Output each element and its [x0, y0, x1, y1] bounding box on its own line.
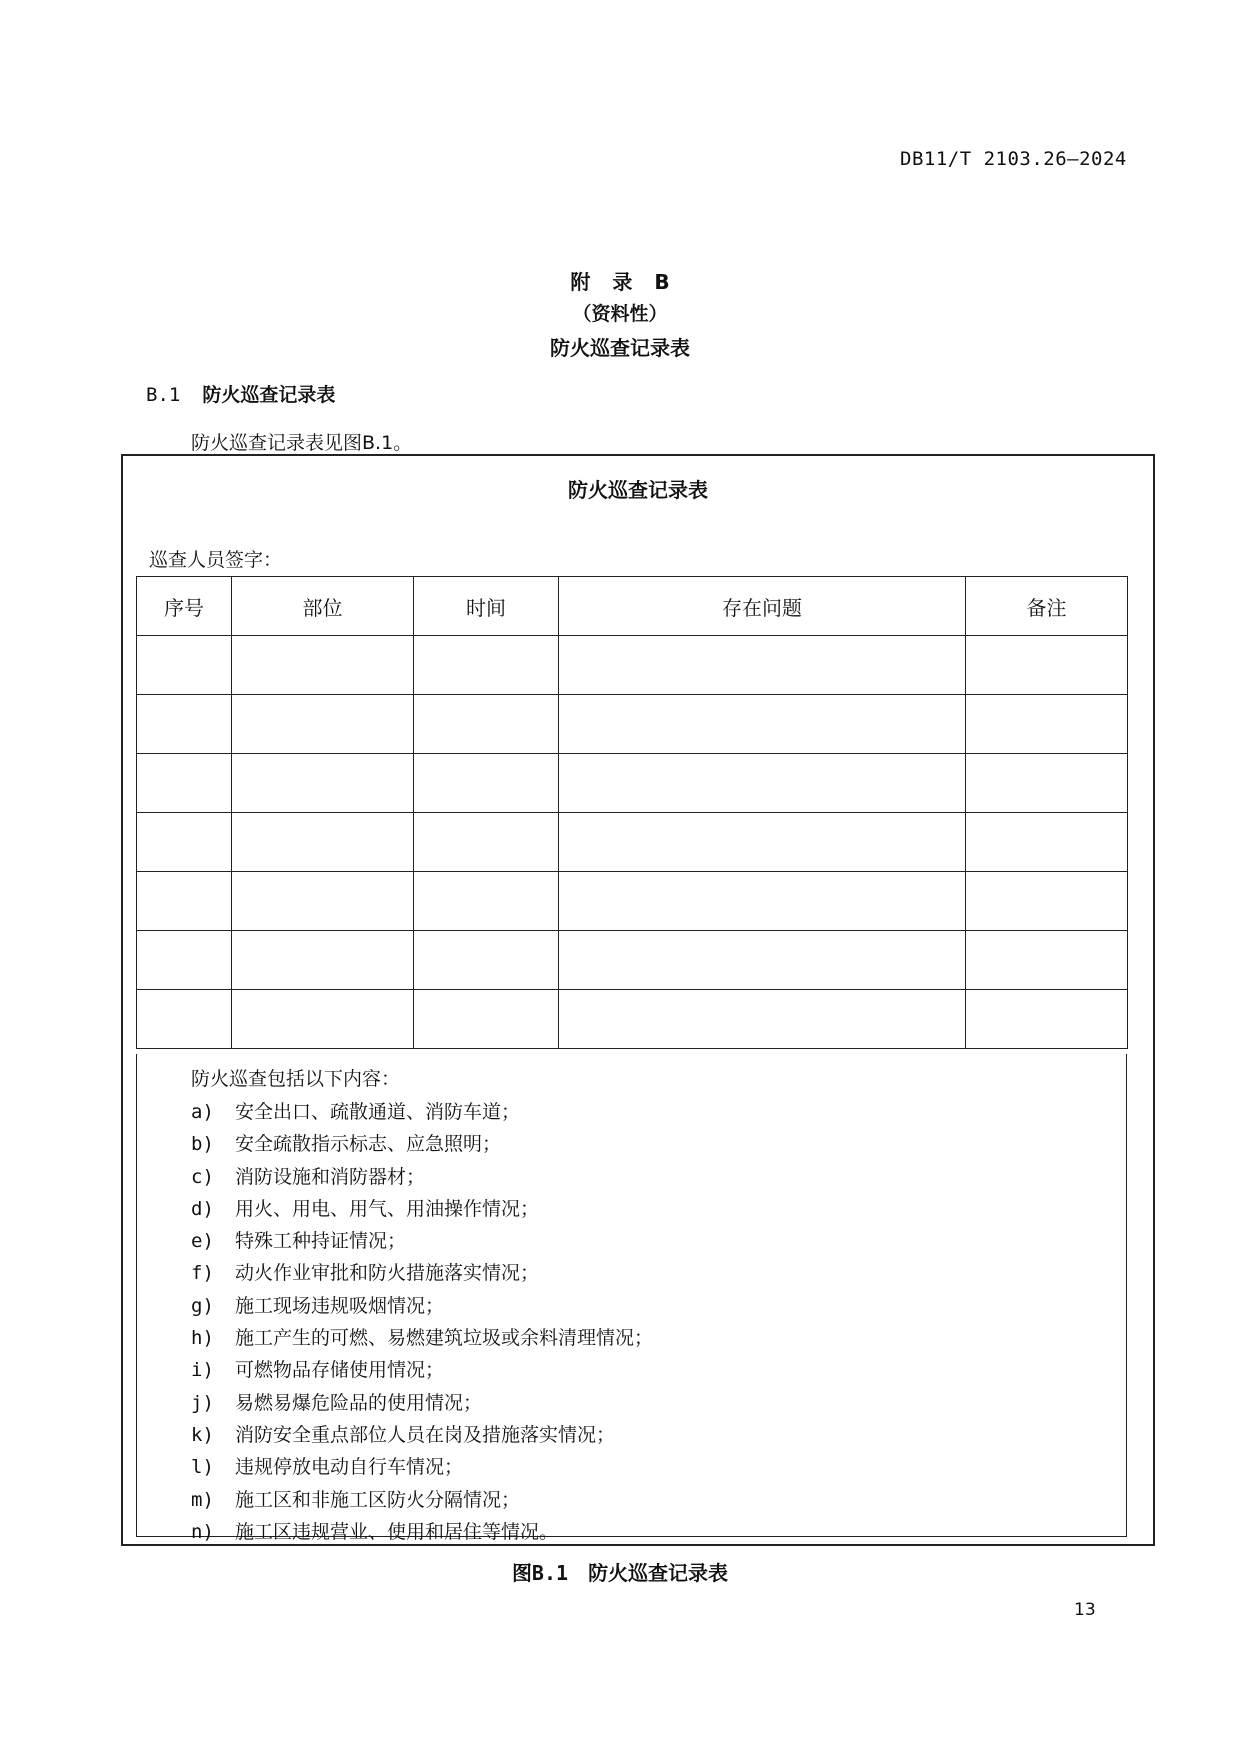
contents-intro: 防火巡查包括以下内容： [191, 1068, 401, 1090]
list-item [191, 1225, 653, 1257]
section-heading [146, 380, 335, 407]
list-item-label: g) [191, 1294, 214, 1317]
standard-number: DB11/T 2103.26—2024 [900, 148, 1127, 170]
table-cell [559, 990, 966, 1049]
list-item-label: j) [191, 1391, 214, 1414]
table-cell [414, 931, 559, 990]
list-item-text: 施工现场违规吸烟情况； [235, 1294, 445, 1317]
table-row [137, 872, 1128, 931]
section-number: B.1 [146, 384, 181, 406]
list-item [191, 1161, 653, 1193]
table-cell [232, 754, 414, 813]
list-item-label: d) [191, 1197, 214, 1220]
table-cell [414, 872, 559, 931]
table-row [137, 931, 1128, 990]
list-item-label: f) [191, 1262, 214, 1285]
contents-list [191, 1096, 653, 1548]
list-item-text: 可燃物品存储使用情况； [235, 1359, 445, 1382]
table-cell [414, 636, 559, 695]
appendix-type: （资料性） [572, 303, 668, 325]
table-cell [137, 754, 232, 813]
table-row [137, 695, 1128, 754]
table-cell [414, 695, 559, 754]
table-row [137, 813, 1128, 872]
table-cell [232, 931, 414, 990]
table-cell [966, 931, 1128, 990]
table-row [137, 754, 1128, 813]
list-item-text: 施工区违规营业、使用和居住等情况。 [235, 1520, 559, 1543]
page-number: 13 [1074, 1600, 1096, 1620]
list-item-text: 消防安全重点部位人员在岗及措施落实情况； [235, 1423, 616, 1446]
section-title: 防火巡查记录表 [202, 384, 336, 406]
list-item-label: b) [191, 1133, 214, 1156]
table-cell [966, 636, 1128, 695]
table-header-row [137, 577, 1128, 636]
table-cell [232, 813, 414, 872]
table-cell [559, 872, 966, 931]
list-item-label: e) [191, 1230, 214, 1253]
table-cell [137, 931, 232, 990]
list-item [191, 1322, 653, 1354]
table-cell [559, 813, 966, 872]
list-item-label: k) [191, 1423, 214, 1446]
table-cell [414, 754, 559, 813]
table-cell [559, 695, 966, 754]
list-item-text: 用火、用电、用气、用油操作情况； [235, 1197, 540, 1220]
inspection-contents [136, 1054, 1127, 1543]
list-item [191, 1484, 653, 1516]
appendix-title: 附录B [570, 270, 692, 294]
list-item-label: c) [191, 1165, 214, 1188]
list-item-text: 违规停放电动自行车情况； [235, 1456, 464, 1479]
list-item-label: l) [191, 1456, 214, 1479]
table-cell [137, 872, 232, 931]
list-item-label: m) [191, 1488, 214, 1511]
column-header: 时间 [414, 577, 559, 636]
table-cell [966, 754, 1128, 813]
column-header: 备注 [966, 577, 1128, 636]
table-cell [559, 931, 966, 990]
column-header: 序号 [137, 577, 232, 636]
list-item-text: 消防设施和消防器材； [235, 1165, 426, 1188]
table-cell [414, 813, 559, 872]
table-cell [966, 695, 1128, 754]
table-cell [232, 695, 414, 754]
table-cell [137, 813, 232, 872]
list-item [191, 1516, 653, 1548]
list-item-label: n) [191, 1520, 214, 1543]
signature-label: 巡查人员签字： [149, 549, 283, 571]
list-item-text: 易燃易爆危险品的使用情况； [235, 1391, 483, 1414]
list-item [191, 1451, 653, 1483]
table-row [137, 990, 1128, 1049]
table-cell [559, 636, 966, 695]
figure-title: 防火巡查记录表 [588, 1561, 729, 1585]
list-item-label: i) [191, 1359, 214, 1382]
table-cell [966, 813, 1128, 872]
list-item [191, 1128, 653, 1160]
table-row [137, 636, 1128, 695]
table-cell [414, 990, 559, 1049]
table-cell [232, 636, 414, 695]
list-item [191, 1290, 653, 1322]
list-item [191, 1354, 653, 1386]
table-cell [966, 872, 1128, 931]
figure-caption [0, 1557, 1240, 1586]
list-item [191, 1193, 653, 1225]
table-cell [137, 636, 232, 695]
figure-frame [121, 454, 1155, 1546]
list-item [191, 1419, 653, 1451]
patrol-record-table [136, 576, 1128, 1049]
table-cell [966, 990, 1128, 1049]
list-item-text: 安全疏散指示标志、应急照明； [235, 1133, 502, 1156]
column-header: 部位 [232, 577, 414, 636]
form-title: 防火巡查记录表 [568, 478, 708, 502]
list-item-text: 施工区和非施工区防火分隔情况； [235, 1488, 521, 1511]
list-item-text: 动火作业审批和防火措施落实情况； [235, 1262, 540, 1285]
section-intro: 防火巡查记录表见图B.1。 [191, 432, 413, 454]
table-cell [559, 754, 966, 813]
list-item [191, 1257, 653, 1289]
table-cell [137, 990, 232, 1049]
table-cell [232, 990, 414, 1049]
list-item-text: 施工产生的可燃、易燃建筑垃圾或余料清理情况； [235, 1327, 654, 1350]
table-cell [232, 872, 414, 931]
list-item-label: a) [191, 1101, 214, 1123]
table-cell [137, 695, 232, 754]
figure-number: 图B.1 [511, 1561, 569, 1585]
list-item-text: 安全出口、疏散通道、消防车道； [235, 1101, 521, 1123]
list-item [191, 1387, 653, 1419]
appendix-name: 防火巡查记录表 [550, 336, 690, 360]
list-item-label: h) [191, 1327, 214, 1350]
list-item-text: 特殊工种持证情况； [235, 1230, 407, 1253]
list-item [191, 1096, 653, 1128]
column-header: 存在问题 [559, 577, 966, 636]
